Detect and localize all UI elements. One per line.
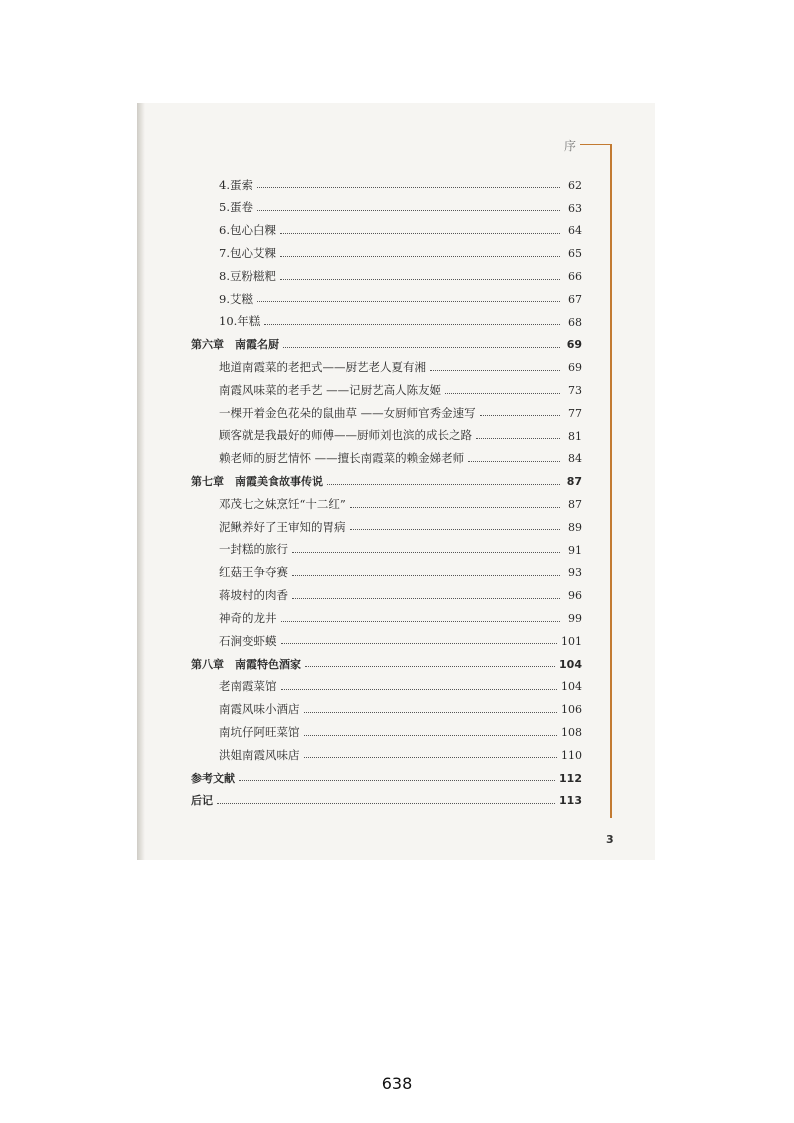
toc-entry [191, 174, 582, 197]
toc-entry-page: 99 [568, 612, 582, 626]
margin-rule [610, 144, 612, 818]
running-header: 序 [564, 139, 577, 153]
dot-leader [281, 620, 561, 622]
toc-entry-page: 96 [568, 589, 582, 603]
toc-entry-title: 神奇的龙井 [219, 610, 277, 625]
toc-entry-page: 93 [568, 566, 582, 580]
toc-entry-title: 一棵开着金色花朵的鼠曲草 ——女厨师官秀金速写 [219, 405, 476, 420]
toc-entry-title: 8.豆粉糍粑 [219, 268, 276, 283]
toc-entry-page: 64 [568, 224, 582, 238]
dot-leader [350, 528, 561, 530]
toc-entry [191, 356, 582, 379]
toc-entry-page: 89 [568, 520, 582, 534]
toc-entry-page: 77 [568, 406, 582, 420]
toc-entry-title: 南霞风味菜的老手艺 ——记厨艺高人陈友姬 [219, 382, 442, 397]
toc-entry [191, 493, 582, 516]
toc-entry [191, 607, 582, 630]
toc-entry-title: 第六章 南霞名厨 [191, 338, 279, 352]
toc-chapter-entry [191, 470, 582, 493]
toc-entry-title: 洪姐南霞风味店 [219, 747, 300, 762]
toc-entry-page: 104 [559, 657, 582, 671]
toc-entry [191, 197, 582, 220]
dot-leader [257, 209, 560, 211]
toc-entry [191, 402, 582, 425]
toc-entry [191, 516, 582, 539]
dot-leader [327, 483, 560, 485]
toc-entry-page: 87 [566, 475, 582, 489]
toc-chapter-entry [191, 653, 582, 676]
toc-entry-title: 蒋坡村的肉香 [219, 587, 288, 602]
toc-entry-title: 5.蛋卷 [219, 200, 253, 215]
toc-entry-title: 南坑仔阿旺菜馆 [219, 724, 300, 739]
dot-leader [445, 392, 560, 394]
toc-entry-page: 108 [561, 726, 582, 740]
dot-leader [468, 460, 560, 462]
table-of-contents [191, 174, 582, 812]
dot-leader [264, 323, 560, 325]
toc-entry-page: 84 [568, 452, 582, 466]
toc-entry [191, 721, 582, 744]
footer-page-number: 638 [381, 1074, 413, 1093]
toc-entry [191, 539, 582, 562]
toc-entry-page: 104 [561, 680, 582, 694]
toc-entry-title: 参考文献 [191, 771, 235, 785]
toc-entry-title: 7.包心艾粿 [219, 246, 276, 261]
toc-entry-title: 南霞风味小酒店 [219, 701, 300, 716]
toc-entry [191, 676, 582, 699]
toc-entry-title: 泥鳅养好了王审知的胃病 [219, 519, 346, 534]
toc-chapter-entry [191, 767, 582, 790]
toc-entry-page: 73 [568, 384, 582, 398]
toc-entry-title: 地道南霞菜的老把式——厨艺老人夏有湘 [219, 360, 426, 375]
dot-leader [304, 711, 558, 713]
toc-entry-page: 112 [559, 771, 582, 785]
toc-entry-page: 91 [568, 543, 582, 557]
dot-leader [305, 665, 555, 667]
header-rule [580, 144, 611, 145]
dot-leader [239, 779, 555, 781]
toc-entry-title: 邓茂七之妹烹饪“十二红” [219, 496, 346, 511]
dot-leader [430, 369, 560, 371]
toc-entry-page: 63 [568, 201, 582, 215]
toc-entry [191, 562, 582, 585]
toc-entry-page: 68 [568, 315, 582, 329]
toc-entry-page: 87 [568, 498, 582, 512]
dot-leader [476, 437, 560, 439]
dot-leader [304, 756, 558, 758]
toc-entry-title: 9.艾糍 [219, 291, 253, 306]
toc-entry [191, 220, 582, 243]
dot-leader [292, 574, 560, 576]
dot-leader [292, 597, 560, 599]
toc-entry [191, 425, 582, 448]
toc-chapter-entry [191, 334, 582, 357]
dot-leader [280, 232, 560, 234]
toc-entry-title: 第七章 南霞美食故事传说 [191, 475, 323, 489]
dot-leader [350, 506, 560, 508]
dot-leader [217, 802, 555, 804]
dot-leader [257, 300, 560, 302]
toc-entry-title: 第八章 南霞特色酒家 [191, 657, 301, 671]
toc-entry [191, 311, 582, 334]
toc-entry-page: 62 [568, 178, 582, 192]
dot-leader [257, 186, 560, 188]
toc-entry-page: 113 [559, 794, 582, 808]
toc-entry [191, 744, 582, 767]
toc-entry-title: 红菇王争夺赛 [219, 565, 288, 580]
page-spine-shadow [137, 103, 145, 860]
toc-entry-page: 66 [568, 270, 582, 284]
dot-leader [281, 642, 558, 644]
toc-entry-page: 101 [561, 634, 582, 648]
dot-leader [304, 734, 558, 736]
toc-entry-title: 4.蛋索 [219, 177, 253, 192]
toc-entry [191, 630, 582, 653]
toc-entry-title: 石涧变虾蟆 [219, 633, 277, 648]
toc-entry-page: 106 [561, 703, 582, 717]
toc-entry-title: 一封糕的旅行 [219, 542, 288, 557]
toc-entry-page: 81 [568, 429, 582, 443]
dot-leader [281, 688, 558, 690]
toc-entry-title: 赖老师的厨艺情怀 ——擅长南霞菜的赖金娣老师 [219, 451, 465, 466]
dot-leader [280, 278, 560, 280]
toc-entry-page: 69 [566, 338, 582, 352]
toc-entry [191, 379, 582, 402]
toc-chapter-entry [191, 790, 582, 813]
toc-entry-title: 老南霞菜馆 [219, 679, 277, 694]
toc-entry [191, 584, 582, 607]
toc-entry [191, 288, 582, 311]
dot-leader [480, 414, 560, 416]
dot-leader [283, 346, 560, 348]
toc-entry-page: 69 [568, 361, 582, 375]
dot-leader [292, 551, 560, 553]
toc-entry [191, 265, 582, 288]
toc-entry-page: 110 [561, 748, 582, 762]
toc-entry [191, 698, 582, 721]
toc-entry-page: 65 [568, 247, 582, 261]
toc-entry-title: 顾客就是我最好的师傅——厨师刘也滨的成长之路 [219, 428, 472, 443]
toc-entry-page: 67 [568, 292, 582, 306]
toc-entry [191, 242, 582, 265]
inner-page-number: 3 [606, 833, 614, 846]
dot-leader [280, 255, 560, 257]
toc-entry [191, 448, 582, 471]
toc-entry-title: 6.包心白粿 [219, 223, 276, 238]
toc-entry-title: 10.年糕 [219, 314, 261, 329]
toc-entry-title: 后记 [191, 794, 213, 808]
